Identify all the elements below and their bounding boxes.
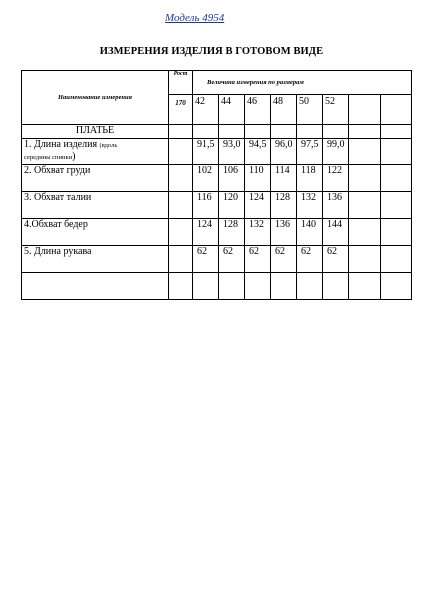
value-cell: 132	[245, 219, 271, 246]
size-cell: 50	[297, 95, 323, 125]
row-name-text: 1. Длина изделия	[24, 139, 98, 150]
table-row	[22, 165, 412, 192]
row-name-note: середины спинки	[24, 154, 73, 161]
value-cell: 136	[323, 192, 349, 219]
value-cell: 94,5	[245, 139, 271, 165]
empty-cell	[297, 125, 323, 139]
model-label: Модель 4954	[165, 12, 225, 24]
value-cell: 124	[245, 192, 271, 219]
value-cell: 124	[193, 219, 219, 246]
value-cell: 114	[271, 165, 297, 192]
table-row	[22, 192, 412, 219]
empty-cell	[271, 125, 297, 139]
size-cell: 48	[271, 95, 297, 125]
value-cell: 118	[297, 165, 323, 192]
empty-cell	[349, 219, 381, 246]
empty-cell	[169, 246, 193, 273]
empty-cell	[349, 139, 381, 165]
table-row	[22, 246, 412, 273]
empty-cell	[169, 165, 193, 192]
empty-cell	[245, 125, 271, 139]
value-cell: 140	[297, 219, 323, 246]
empty-cell	[271, 273, 297, 300]
empty-cell	[169, 192, 193, 219]
value-cell: 144	[323, 219, 349, 246]
empty-cell	[169, 219, 193, 246]
value-cell: 122	[323, 165, 349, 192]
empty-cell	[381, 165, 412, 192]
empty-cell	[381, 139, 412, 165]
size-cell: 42	[193, 95, 219, 125]
header-measurement-name: Наименование измерения	[22, 71, 169, 125]
value-cell: 62	[271, 246, 297, 273]
empty-cell	[381, 192, 412, 219]
page-title: ИЗМЕРЕНИЯ ИЗДЕЛИЯ В ГОТОВОМ ВИДЕ	[99, 46, 324, 57]
row-name-note: (вдоль	[99, 142, 118, 149]
value-cell: 116	[193, 192, 219, 219]
empty-cell	[381, 95, 412, 125]
empty-row	[22, 273, 412, 300]
empty-cell	[169, 125, 193, 139]
value-cell: 136	[271, 219, 297, 246]
value-cell: 132	[297, 192, 323, 219]
value-cell: 128	[271, 192, 297, 219]
empty-cell	[349, 165, 381, 192]
value-cell: 120	[219, 192, 245, 219]
table-row	[22, 219, 412, 246]
header-height-label: Рост	[169, 71, 193, 95]
empty-cell	[349, 192, 381, 219]
value-cell: 96,0	[271, 139, 297, 165]
empty-cell	[349, 95, 381, 125]
value-cell: 97,5	[297, 139, 323, 165]
section-row	[22, 125, 412, 139]
header-sizes-label: Величина измерения по размерам	[193, 71, 412, 95]
empty-cell	[297, 273, 323, 300]
empty-cell	[381, 219, 412, 246]
size-cell: 44	[219, 95, 245, 125]
value-cell: 106	[219, 165, 245, 192]
value-cell: 62	[193, 246, 219, 273]
table-row	[22, 139, 412, 165]
empty-cell	[193, 273, 219, 300]
value-cell: 91,5	[193, 139, 219, 165]
section-label: ПЛАТЬЕ	[22, 125, 169, 139]
size-cell: 52	[323, 95, 349, 125]
row-name: 3. Обхват талии	[22, 192, 169, 219]
value-cell: 128	[219, 219, 245, 246]
header-height-value: 170	[169, 95, 193, 125]
empty-cell	[323, 125, 349, 139]
empty-cell	[381, 246, 412, 273]
value-cell: 110	[245, 165, 271, 192]
value-cell: 62	[323, 246, 349, 273]
size-cell: 46	[245, 95, 271, 125]
empty-cell	[349, 125, 381, 139]
value-cell: 62	[219, 246, 245, 273]
value-cell: 99,0	[323, 139, 349, 165]
value-cell: 62	[245, 246, 271, 273]
empty-cell	[193, 125, 219, 139]
empty-cell	[219, 125, 245, 139]
row-name-note: )	[72, 151, 76, 162]
measurements-table	[21, 70, 412, 300]
empty-cell	[245, 273, 271, 300]
row-name: 4.Обхват бедер	[22, 219, 169, 246]
row-name: 2. Обхват груди	[22, 165, 169, 192]
row-name: 5. Длина рукава	[22, 246, 169, 273]
value-cell: 102	[193, 165, 219, 192]
empty-cell	[349, 273, 381, 300]
empty-cell	[323, 273, 349, 300]
header-row	[22, 71, 412, 95]
value-cell: 62	[297, 246, 323, 273]
empty-cell	[349, 246, 381, 273]
value-cell: 93,0	[219, 139, 245, 165]
empty-cell	[169, 139, 193, 165]
empty-cell	[381, 125, 412, 139]
empty-cell	[169, 273, 193, 300]
empty-cell	[381, 273, 412, 300]
row-name	[22, 139, 169, 165]
empty-cell	[22, 273, 169, 300]
empty-cell	[219, 273, 245, 300]
